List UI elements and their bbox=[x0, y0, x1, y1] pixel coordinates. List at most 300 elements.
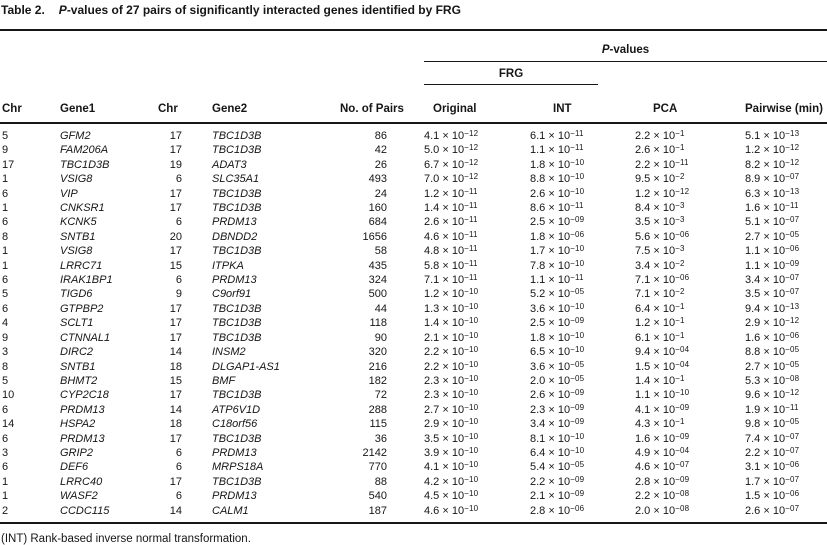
cell-pvalue-pairwise bbox=[745, 489, 827, 503]
pvalue-mantissa: 2.0 × 10 bbox=[635, 504, 676, 517]
pvalue-exponent: −12 bbox=[785, 157, 800, 167]
cell-chr2: 17 bbox=[169, 331, 182, 344]
cell-pvalue-original bbox=[424, 504, 530, 523]
cell-pvalue-pairwise bbox=[745, 388, 827, 402]
cell-chr2: 17 bbox=[169, 317, 182, 330]
frg-spanner-row bbox=[0, 62, 827, 86]
pvalue-exponent: −10 bbox=[570, 258, 585, 268]
pvalue-mantissa: 5.1 × 10 bbox=[745, 216, 786, 229]
pvalue-mantissa: 3.4 × 10 bbox=[530, 418, 571, 431]
cell-pairs: 182 bbox=[368, 374, 387, 387]
pvalue-mantissa: 6.5 × 10 bbox=[530, 346, 571, 359]
cell-chr2: 6 bbox=[175, 490, 182, 503]
cell-pairs: 187 bbox=[340, 504, 424, 523]
pvalue-exponent: −1 bbox=[675, 373, 685, 383]
pvalue-mantissa: 5.6 × 10 bbox=[635, 230, 676, 243]
pvalue-mantissa: 5.0 × 10 bbox=[424, 144, 465, 157]
pvalue-exponent: −12 bbox=[785, 316, 800, 326]
cell-pairs: 160 bbox=[368, 202, 387, 215]
cell-chr1: 6 bbox=[2, 302, 9, 315]
pvalue-mantissa: 7.0 × 10 bbox=[424, 173, 465, 186]
cell-chr1: 9 bbox=[2, 144, 9, 157]
cell-pvalue-pairwise bbox=[745, 331, 827, 345]
cell-pvalue-original bbox=[424, 374, 530, 388]
cell-gene1: GTPBP2 bbox=[60, 302, 104, 315]
pvalue-exponent: −04 bbox=[675, 445, 690, 455]
pvalue-exponent: −11 bbox=[464, 215, 478, 225]
table-row bbox=[0, 403, 827, 417]
cell-chr2: 20 bbox=[169, 230, 182, 243]
cell-gene1: HSPA2 bbox=[60, 418, 96, 431]
cell-gene1: FAM206A bbox=[60, 144, 109, 157]
pvalue-mantissa: 1.5 × 10 bbox=[745, 490, 786, 503]
cell-pvalue-int bbox=[530, 172, 635, 186]
pvalue-mantissa: 8.1 × 10 bbox=[530, 432, 571, 445]
table-row bbox=[0, 388, 827, 402]
cell-gene2: PRDM13 bbox=[212, 446, 257, 459]
cell-pvalue-pca bbox=[635, 504, 745, 523]
cell-pairs: 88 bbox=[374, 475, 387, 488]
table-row bbox=[0, 273, 827, 287]
cell-pvalue-int bbox=[530, 302, 635, 316]
pvalue-mantissa: 3.5 × 10 bbox=[635, 216, 676, 229]
pvalue-exponent: −11 bbox=[464, 273, 478, 283]
cell-pvalue-int bbox=[530, 123, 635, 143]
table-row bbox=[0, 172, 827, 186]
pvalue-exponent: −2 bbox=[675, 172, 685, 182]
pvalue-mantissa: 2.2 × 10 bbox=[635, 490, 676, 503]
cell-pvalue-pairwise bbox=[745, 201, 827, 215]
pvalue-exponent: −07 bbox=[785, 287, 800, 297]
cell-pvalue-pairwise bbox=[745, 374, 827, 388]
cell-pvalue-pca bbox=[635, 403, 745, 417]
cell-pairs: 24 bbox=[374, 187, 387, 200]
cell-pvalue-pca bbox=[635, 273, 745, 287]
table-title-text: P-values of 27 pairs of significantly interacted genes identified by FRG bbox=[58, 3, 461, 17]
pvalue-exponent: −1 bbox=[675, 301, 685, 311]
pvalue-mantissa: 2.7 × 10 bbox=[745, 360, 786, 373]
pvalue-mantissa: 2.3 × 10 bbox=[424, 374, 465, 387]
cell-pairs: 1656 bbox=[362, 230, 387, 243]
pvalue-exponent: −3 bbox=[675, 215, 685, 225]
cell-pvalue-pca bbox=[635, 432, 745, 446]
pvalue-mantissa: 2.5 × 10 bbox=[530, 216, 571, 229]
pvalue-exponent: −12 bbox=[464, 129, 479, 138]
pvalue-mantissa: 6.1 × 10 bbox=[530, 130, 571, 142]
cell-pvalue-int bbox=[530, 201, 635, 215]
cell-pairs: 26 bbox=[374, 158, 387, 171]
pvalue-exponent: −10 bbox=[464, 373, 479, 383]
cell-gene1: KCNK5 bbox=[60, 216, 97, 229]
table-row bbox=[0, 360, 827, 374]
pvalue-exponent: −10 bbox=[570, 301, 585, 311]
cell-chr2: 6 bbox=[175, 173, 182, 186]
pvalue-mantissa: 1.3 × 10 bbox=[424, 302, 465, 315]
cell-gene2: INSM2 bbox=[212, 346, 246, 359]
cell-pairs: 770 bbox=[368, 461, 387, 474]
pvalue-exponent: −10 bbox=[464, 301, 479, 311]
pvalue-exponent: −09 bbox=[675, 431, 690, 441]
cell-pvalue-original bbox=[424, 316, 530, 330]
pvalue-mantissa: 3.5 × 10 bbox=[745, 288, 786, 301]
cell-gene2: C9orf91 bbox=[212, 288, 252, 301]
cell-pvalue-pairwise bbox=[745, 460, 827, 474]
cell-gene2: TBC1D3B bbox=[212, 432, 262, 445]
table-row bbox=[0, 143, 827, 157]
pvalue-mantissa: 5.3 × 10 bbox=[745, 374, 786, 387]
pvalue-mantissa: 2.5 × 10 bbox=[530, 317, 571, 330]
cell-pvalue-pairwise bbox=[745, 475, 827, 489]
pvalue-mantissa: 2.2 × 10 bbox=[635, 158, 676, 171]
pvalue-exponent: −07 bbox=[785, 431, 800, 441]
cell-pvalue-pca bbox=[635, 123, 745, 143]
cell-pairs: 44 bbox=[374, 302, 387, 315]
cell-pvalue-pairwise bbox=[745, 273, 827, 287]
cell-gene2: CALM1 bbox=[192, 504, 340, 523]
pvalues-table bbox=[0, 29, 827, 524]
pvalue-exponent: −09 bbox=[785, 258, 800, 268]
cell-pvalue-int bbox=[530, 143, 635, 157]
cell-pvalue-int bbox=[530, 446, 635, 460]
cell-chr1: 6 bbox=[2, 274, 9, 287]
cell-pvalue-original bbox=[424, 446, 530, 460]
pvalue-mantissa: 6.3 × 10 bbox=[745, 187, 786, 200]
cell-pvalue-int bbox=[530, 244, 635, 258]
pvalue-exponent: −1 bbox=[675, 316, 685, 326]
cell-pvalue-int bbox=[530, 345, 635, 359]
cell-pvalue-pairwise bbox=[745, 403, 827, 417]
pvalue-exponent: −10 bbox=[570, 445, 585, 455]
pvalue-exponent: −11 bbox=[464, 186, 478, 196]
pvalue-mantissa: 9.4 × 10 bbox=[635, 346, 676, 359]
cell-chr2: 18 bbox=[169, 418, 182, 431]
pvalue-exponent: −13 bbox=[785, 129, 800, 138]
cell-pvalue-pairwise bbox=[745, 417, 827, 431]
cell-pvalue-original bbox=[424, 287, 530, 301]
pvalue-exponent: −07 bbox=[785, 445, 800, 455]
pvalue-mantissa: 2.2 × 10 bbox=[424, 346, 465, 359]
pvalues-group-header bbox=[424, 30, 827, 62]
pvalue-exponent: −09 bbox=[570, 402, 585, 412]
cell-chr1: 1 bbox=[2, 490, 9, 503]
cell-pvalue-original bbox=[424, 460, 530, 474]
cell-pvalue-pairwise bbox=[745, 360, 827, 374]
pvalue-mantissa: 1.2 × 10 bbox=[635, 317, 676, 330]
pvalue-exponent: −13 bbox=[785, 301, 800, 311]
pvalue-exponent: −10 bbox=[570, 345, 585, 355]
table-row bbox=[0, 345, 827, 359]
pvalue-mantissa: 8.8 × 10 bbox=[530, 173, 571, 186]
table-row bbox=[0, 123, 827, 143]
cell-pvalue-original bbox=[424, 259, 530, 273]
cell-pvalue-pca bbox=[635, 374, 745, 388]
pvalue-mantissa: 1.1 × 10 bbox=[635, 389, 676, 402]
pvalue-exponent: −05 bbox=[785, 359, 800, 369]
cell-pairs: 435 bbox=[368, 259, 387, 272]
pvalue-mantissa: 5.1 × 10 bbox=[745, 130, 786, 142]
pvalues-spanner-row bbox=[0, 30, 827, 62]
cell-chr2: 17 bbox=[169, 389, 182, 402]
cell-chr1: 6 bbox=[2, 432, 9, 445]
cell-pvalue-int bbox=[530, 316, 635, 330]
cell-chr1: 1 bbox=[2, 245, 9, 258]
pvalue-mantissa: 2.3 × 10 bbox=[424, 389, 465, 402]
pvalue-mantissa: 1.1 × 10 bbox=[530, 274, 571, 287]
cell-pvalue-original bbox=[424, 230, 530, 244]
cell-chr2: 17 bbox=[169, 245, 182, 258]
pvalue-mantissa: 2.9 × 10 bbox=[745, 317, 786, 330]
cell-pvalue-original bbox=[424, 172, 530, 186]
pvalue-exponent: −05 bbox=[785, 229, 800, 239]
pvalue-exponent: −06 bbox=[570, 503, 585, 513]
pvalue-exponent: −10 bbox=[570, 186, 585, 196]
cell-chr1: 1 bbox=[2, 202, 9, 215]
cell-gene2: TBC1D3B bbox=[212, 389, 262, 402]
cell-chr1: 8 bbox=[2, 230, 9, 243]
pvalue-mantissa: 3.4 × 10 bbox=[745, 274, 786, 287]
cell-pairs: 115 bbox=[369, 418, 387, 431]
cell-pairs: 320 bbox=[368, 346, 387, 359]
cell-pvalue-pairwise bbox=[745, 287, 827, 301]
pvalue-exponent: −06 bbox=[675, 273, 690, 283]
cell-chr2: 14 bbox=[158, 504, 192, 523]
pvalue-exponent: −05 bbox=[570, 359, 585, 369]
cell-chr2: 17 bbox=[169, 130, 182, 142]
table-row bbox=[0, 489, 827, 503]
pvalue-mantissa: 1.8 × 10 bbox=[530, 230, 571, 243]
cell-pairs: 2142 bbox=[362, 446, 387, 459]
cell-chr1: 3 bbox=[2, 446, 9, 459]
table-row bbox=[0, 446, 827, 460]
pvalue-mantissa: 1.7 × 10 bbox=[745, 475, 786, 488]
cell-pairs: 493 bbox=[368, 173, 387, 186]
table-title-label: Table 2. bbox=[1, 3, 45, 17]
cell-gene2: C18orf56 bbox=[212, 418, 258, 431]
pvalue-mantissa: 9.4 × 10 bbox=[745, 302, 786, 315]
pvalue-mantissa: 1.1 × 10 bbox=[530, 144, 571, 157]
cell-pvalue-int bbox=[530, 158, 635, 172]
cell-gene2: DBNDD2 bbox=[212, 230, 258, 243]
cell-pvalue-original bbox=[424, 475, 530, 489]
col-header-chr2: Chr bbox=[158, 85, 192, 123]
cell-pairs: 288 bbox=[368, 403, 387, 416]
pvalue-mantissa: 5.2 × 10 bbox=[530, 288, 571, 301]
cell-pvalue-pairwise bbox=[745, 187, 827, 201]
cell-pairs: 324 bbox=[368, 274, 387, 287]
cell-chr1: 3 bbox=[2, 346, 9, 359]
cell-gene1: TBC1D3B bbox=[60, 158, 110, 171]
col-header-pca: PCA bbox=[635, 85, 745, 123]
spanner-empty-cell bbox=[0, 62, 424, 86]
pvalue-mantissa: 2.8 × 10 bbox=[635, 475, 676, 488]
pvalue-exponent: −06 bbox=[785, 330, 800, 340]
cell-chr2: 6 bbox=[175, 461, 182, 474]
cell-pvalue-int bbox=[530, 215, 635, 229]
pvalue-mantissa: 4.6 × 10 bbox=[424, 504, 465, 517]
pvalue-exponent: −09 bbox=[570, 417, 585, 427]
pvalue-mantissa: 2.6 × 10 bbox=[635, 144, 676, 157]
pvalue-exponent: −11 bbox=[675, 157, 689, 167]
cell-pvalue-pca bbox=[635, 360, 745, 374]
cell-pvalue-pairwise bbox=[745, 230, 827, 244]
cell-pairs: 118 bbox=[369, 317, 387, 330]
col-header-pairs: No. of Pairs bbox=[340, 85, 424, 123]
pvalue-exponent: −10 bbox=[464, 402, 479, 412]
pvalue-mantissa: 3.9 × 10 bbox=[424, 446, 465, 459]
cell-chr1: 10 bbox=[2, 389, 15, 402]
pvalue-exponent: −10 bbox=[464, 388, 479, 398]
pvalue-mantissa: 1.4 × 10 bbox=[635, 374, 676, 387]
cell-pvalue-original bbox=[424, 388, 530, 402]
pvalue-mantissa: 8.9 × 10 bbox=[745, 173, 786, 186]
pvalue-mantissa: 4.9 × 10 bbox=[635, 446, 676, 459]
pvalue-mantissa: 8.2 × 10 bbox=[745, 158, 786, 171]
pvalue-mantissa: 1.4 × 10 bbox=[424, 202, 465, 215]
pvalue-mantissa: 7.1 × 10 bbox=[424, 274, 465, 287]
pvalue-mantissa: 7.5 × 10 bbox=[635, 245, 676, 258]
cell-pvalue-original bbox=[424, 302, 530, 316]
cell-gene1: DIRC2 bbox=[60, 346, 94, 359]
cell-pvalue-int bbox=[530, 187, 635, 201]
pvalue-exponent: −10 bbox=[464, 345, 479, 355]
pvalue-mantissa: 1.7 × 10 bbox=[530, 245, 571, 258]
cell-pvalue-original bbox=[424, 244, 530, 258]
col-header-int: INT bbox=[530, 85, 635, 123]
table-row bbox=[0, 460, 827, 474]
cell-chr1: 1 bbox=[2, 475, 9, 488]
pvalue-exponent: −06 bbox=[785, 460, 800, 470]
pvalue-mantissa: 4.5 × 10 bbox=[424, 490, 465, 503]
pvalue-mantissa: 2.2 × 10 bbox=[745, 446, 786, 459]
table-row bbox=[0, 316, 827, 330]
frg-group-label: FRG bbox=[424, 68, 598, 85]
pvalue-mantissa: 4.1 × 10 bbox=[635, 403, 676, 416]
cell-pvalue-pairwise bbox=[745, 345, 827, 359]
cell-chr2: 17 bbox=[169, 302, 182, 315]
cell-chr1: 4 bbox=[2, 317, 9, 330]
cell-pvalue-original bbox=[424, 331, 530, 345]
cell-pvalue-pca bbox=[635, 287, 745, 301]
cell-pvalue-pairwise bbox=[745, 172, 827, 186]
table-footnote: (INT) Rank-based inverse normal transformation. bbox=[1, 532, 251, 545]
cell-pvalue-pairwise bbox=[745, 158, 827, 172]
cell-gene1: GFM2 bbox=[60, 130, 91, 142]
cell-pvalue-int bbox=[530, 287, 635, 301]
cell-pvalue-pca bbox=[635, 187, 745, 201]
pvalue-mantissa: 1.4 × 10 bbox=[424, 317, 465, 330]
pvalue-exponent: −12 bbox=[785, 388, 800, 398]
cell-pvalue-pca bbox=[635, 143, 745, 157]
cell-gene2: TBC1D3B bbox=[212, 144, 262, 157]
cell-chr2: 6 bbox=[175, 216, 182, 229]
pvalue-mantissa: 2.6 × 10 bbox=[745, 504, 786, 517]
pvalue-exponent: −10 bbox=[464, 474, 479, 484]
cell-gene1: SNTB1 bbox=[60, 360, 96, 373]
cell-pvalue-pca bbox=[635, 331, 745, 345]
pvalue-exponent: −12 bbox=[785, 143, 800, 153]
table-title bbox=[1, 3, 827, 17]
pvalue-exponent: −04 bbox=[675, 359, 690, 369]
pvalue-mantissa: 7.1 × 10 bbox=[635, 274, 676, 287]
table-row bbox=[0, 287, 827, 301]
column-header-row bbox=[0, 85, 827, 123]
pvalue-exponent: −11 bbox=[570, 129, 584, 138]
cell-pvalue-int bbox=[530, 432, 635, 446]
table-row bbox=[0, 417, 827, 431]
cell-pvalue-pca bbox=[635, 230, 745, 244]
table-row bbox=[0, 374, 827, 388]
cell-pvalue-int bbox=[530, 460, 635, 474]
cell-pairs: 72 bbox=[374, 389, 387, 402]
pvalue-mantissa: 1.2 × 10 bbox=[424, 288, 465, 301]
pvalue-exponent: −05 bbox=[570, 287, 585, 297]
cell-pvalue-int bbox=[530, 489, 635, 503]
cell-pvalue-int bbox=[530, 374, 635, 388]
cell-gene2: TBC1D3B bbox=[212, 317, 262, 330]
pvalue-mantissa: 1.1 × 10 bbox=[745, 259, 786, 272]
cell-chr2: 9 bbox=[175, 288, 182, 301]
cell-pvalue-pca bbox=[635, 244, 745, 258]
pvalue-mantissa: 9.8 × 10 bbox=[745, 418, 786, 431]
pvalues-group-label: P-values bbox=[601, 44, 650, 56]
pvalue-mantissa: 2.7 × 10 bbox=[745, 230, 786, 243]
pvalue-exponent: −10 bbox=[464, 460, 479, 470]
pvalue-exponent: −3 bbox=[675, 244, 685, 254]
pvalue-mantissa: 2.0 × 10 bbox=[530, 374, 571, 387]
cell-pvalue-pca bbox=[635, 316, 745, 330]
cell-pairs: 540 bbox=[368, 490, 387, 503]
cell-pvalue-pca bbox=[635, 345, 745, 359]
col-header-gene2: Gene2 bbox=[192, 85, 340, 123]
cell-chr2: 17 bbox=[169, 432, 182, 445]
table-row bbox=[0, 302, 827, 316]
pvalue-exponent: −3 bbox=[675, 201, 685, 211]
pvalue-exponent: −11 bbox=[570, 273, 584, 283]
pvalue-exponent: −10 bbox=[464, 330, 479, 340]
pvalue-mantissa: 2.8 × 10 bbox=[530, 504, 571, 517]
pvalue-exponent: −10 bbox=[570, 330, 585, 340]
cell-pairs: 684 bbox=[368, 216, 387, 229]
pvalue-exponent: −09 bbox=[570, 215, 585, 225]
cell-pvalue-original bbox=[424, 417, 530, 431]
pvalue-exponent: −12 bbox=[464, 143, 479, 153]
pvalue-mantissa: 1.2 × 10 bbox=[424, 187, 465, 200]
cell-chr2: 17 bbox=[169, 475, 182, 488]
pvalue-exponent: −10 bbox=[570, 244, 585, 254]
pvalue-exponent: −11 bbox=[464, 201, 478, 211]
col-header-original: Original bbox=[424, 85, 530, 123]
pvalue-exponent: −12 bbox=[675, 186, 690, 196]
table-header bbox=[0, 30, 827, 123]
cell-gene2: ADAT3 bbox=[212, 158, 247, 171]
pvalue-mantissa: 6.1 × 10 bbox=[635, 331, 676, 344]
cell-chr1: 6 bbox=[2, 403, 9, 416]
pvalue-exponent: −08 bbox=[785, 373, 800, 383]
col-header-pairwise: Pairwise (min) bbox=[745, 85, 827, 123]
pvalue-exponent: −10 bbox=[464, 431, 479, 441]
cell-pvalue-original bbox=[424, 187, 530, 201]
cell-chr1: 1 bbox=[2, 259, 9, 272]
cell-gene1: PRDM13 bbox=[60, 403, 105, 416]
cell-pvalue-int bbox=[530, 331, 635, 345]
cell-gene2: ITPKA bbox=[212, 259, 244, 272]
pvalue-exponent: −06 bbox=[570, 229, 585, 239]
cell-gene1: LRRC71 bbox=[60, 259, 103, 272]
pvalue-mantissa: 4.1 × 10 bbox=[424, 130, 465, 142]
cell-pvalue-original bbox=[424, 432, 530, 446]
cell-gene1: VSIG8 bbox=[60, 173, 93, 186]
cell-gene2: TBC1D3B bbox=[212, 302, 262, 315]
